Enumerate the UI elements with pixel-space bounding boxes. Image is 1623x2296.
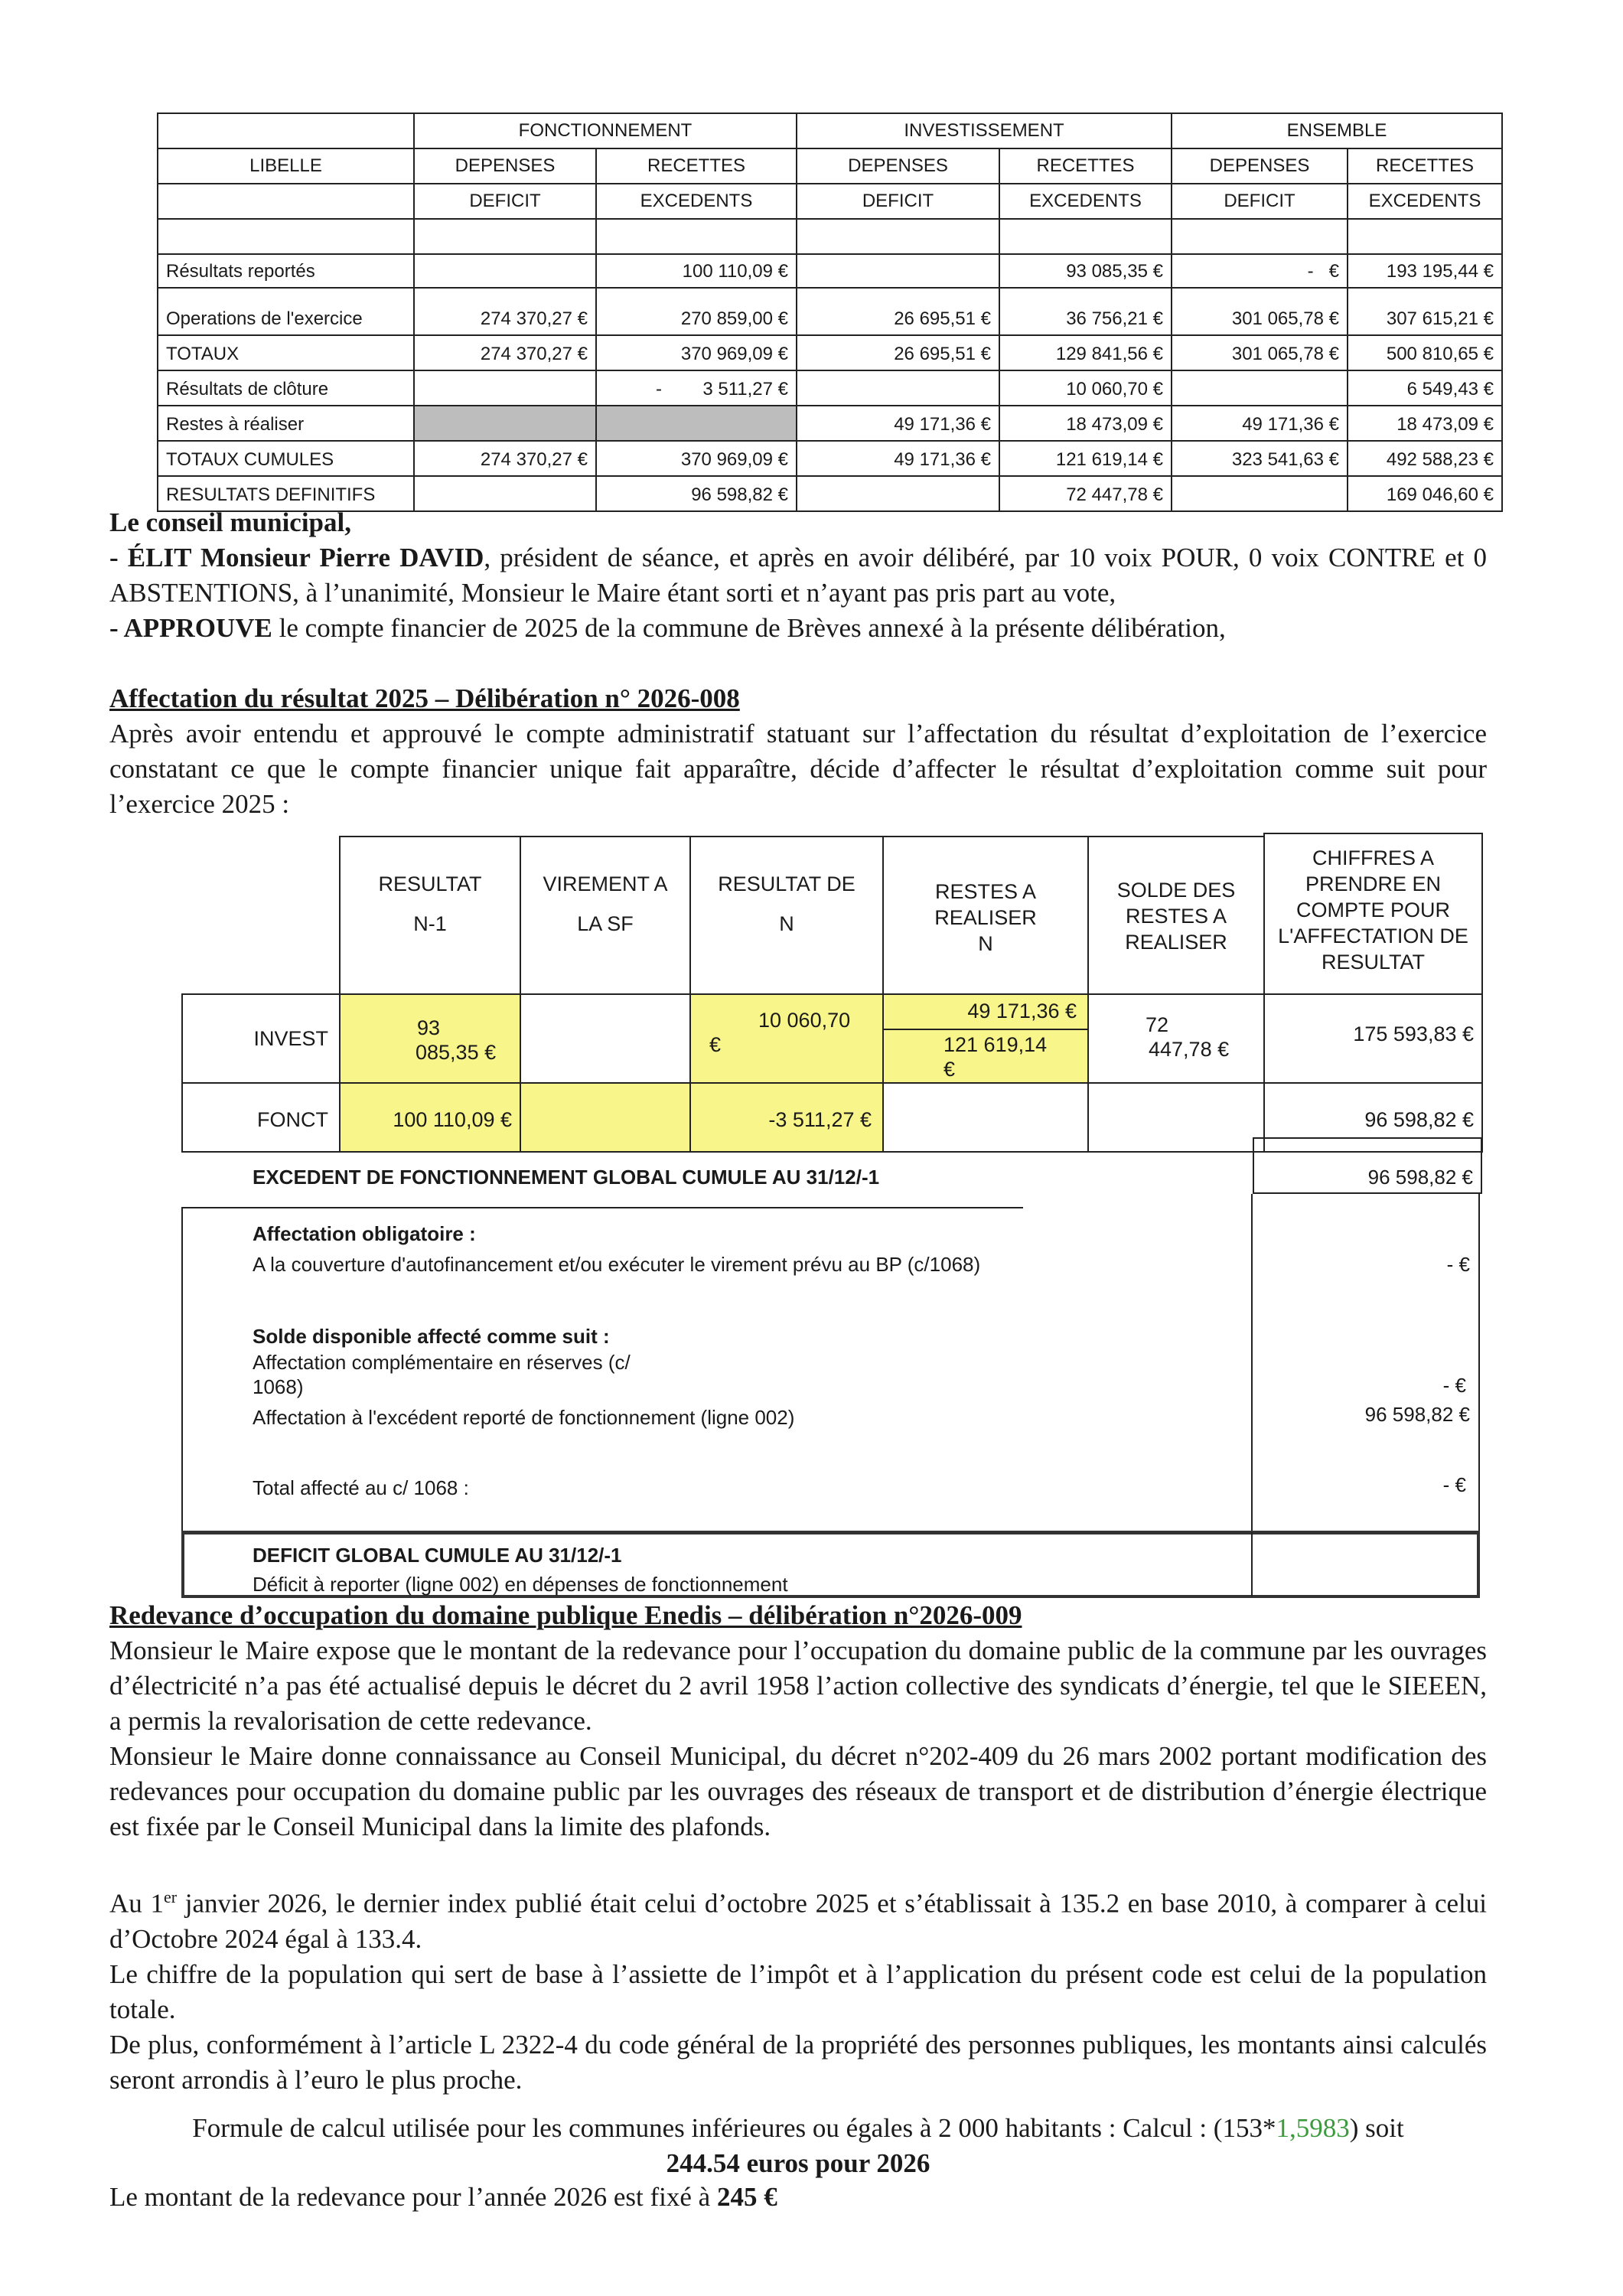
header-restes: RESTES A REALISER N (882, 836, 1089, 995)
elit-paragraph (109, 540, 1487, 611)
header-virement: VIREMENT A LA SF (520, 836, 691, 995)
invest-resultat-n1: 93 085,35 € (339, 993, 521, 1084)
header-deficit: DEFICIT (1172, 184, 1348, 219)
obligatoire-line: A la couverture d'autofinancement et/ou exécuter le virement prévu au BP (c/1068) (253, 1253, 981, 1276)
cell-value: 301 065,78 € (1172, 288, 1348, 335)
redevance-paragraph-1: Monsieur le Maire expose que le montant de la redevance pour l’occupation du domaine public de la commune par les ouvrages d’électricité n’a pas été actualisé depuis le décret du 2 avril 1958 l’action collective des syndicats d’énergie, tel que le SIEEEN, a permis la revalorisation de cette redevance. (109, 1636, 1487, 1736)
cell-value: 10 060,70 € (999, 370, 1172, 406)
approuve-paragraph (109, 611, 1487, 646)
cell-value: 100 110,09 € (596, 254, 797, 288)
formula-result: 244.54 euros pour 2026 (666, 2148, 930, 2178)
row-label: Restes à réaliser (158, 406, 414, 441)
header-chiffres: CHIFFRES A PRENDRE EN COMPTE POUR L'AFFECTATION DE RESULTAT (1263, 833, 1483, 995)
header-excedents: EXCEDENTS (1348, 184, 1502, 219)
cell-value: 18 473,09 € (999, 406, 1172, 441)
header-investissement: INVESTISSEMENT (797, 113, 1172, 148)
row-label: Résultats de clôture (158, 370, 414, 406)
cell-value: 370 969,09 € (596, 335, 797, 370)
cell-value: 26 695,51 € (797, 288, 999, 335)
excedent-value: 96 598,82 € (1367, 1166, 1473, 1189)
cell-value: 169 046,60 € (1348, 476, 1502, 511)
redevance-paragraph-2: Monsieur le Maire donne connaissance au Conseil Municipal, du décret n°202-409 du 26 mars 2002 portant modification des redevances pour occupation du domaine public par les ouvrages des réseaux de transport et de distribution d’énergie électrique est fixée par le Conseil Municipal dans la limite des plafonds. (109, 1741, 1487, 1841)
fonct-solde (1087, 1082, 1265, 1153)
row-label: TOTAUX (158, 335, 414, 370)
cell-value: 72 447,78 € (999, 476, 1172, 511)
formula-block (109, 2111, 1487, 2181)
header-empty (158, 113, 414, 148)
header-ensemble: ENSEMBLE (1172, 113, 1502, 148)
results-table (157, 113, 1503, 512)
table-row (158, 441, 1502, 476)
redevance-heading: Redevance d’occupation du domaine publique Enedis – délibération n°2026-009 (109, 1600, 1022, 1630)
cell-value: 270 859,00 € (596, 288, 797, 335)
header-excedents: EXCEDENTS (999, 184, 1172, 219)
table-row (158, 335, 1502, 370)
blank-cell (1348, 219, 1502, 254)
cell-value: 323 541,63 € (1172, 441, 1348, 476)
row-label-invest: INVEST (181, 993, 341, 1084)
cell-value: 492 588,23 € (1348, 441, 1502, 476)
fonct-restes (882, 1082, 1089, 1153)
header-depenses: DEPENSES (414, 148, 596, 184)
redevance-section (109, 1598, 1487, 2098)
header-excedents: EXCEDENTS (596, 184, 797, 219)
cell-value: 500 810,65 € (1348, 335, 1502, 370)
row-label: RESULTATS DEFINITIFS (158, 476, 414, 511)
fonct-resultat-n1: 100 110,09 € (339, 1082, 521, 1153)
affectation-heading: Affectation du résultat 2025 – Délibération n° 2026-008 (109, 683, 740, 713)
fonct-virement (520, 1082, 691, 1153)
row-label: Résultats reportés (158, 254, 414, 288)
header-deficit: DEFICIT (797, 184, 999, 219)
row-label: Operations de l'exercice (158, 288, 414, 335)
invest-restes-depenses: 49 171,36 € (882, 993, 1089, 1030)
affectation-intro: Après avoir entendu et approuvé le compte administratif statuant sur l’affectation du résultat d’exploitation de l’exercice constatant ce que le compte financier unique fait apparaître, décide d’affecter le résultat d’exploitation comme suit pour l’exercice 2025 : (109, 719, 1487, 819)
redevance-paragraph-5: De plus, conformément à l’article L 2322-4 du code général de la propriété des personnes publiques, les montants ainsi calculés seront arrondis à l’euro le plus proche. (109, 2029, 1487, 2095)
cell-value: 96 598,82 € (596, 476, 797, 511)
frame-line (181, 1207, 1023, 1208)
invest-virement (520, 993, 691, 1084)
complementaire-value: - € (1442, 1374, 1466, 1397)
header-deficit: DEFICIT (414, 184, 596, 219)
solde-title: Solde disponible affecté comme suit : (253, 1325, 610, 1348)
table-row (158, 370, 1502, 406)
fonct-resultat-n: -3 511,27 € (689, 1082, 884, 1153)
cell-value: 26 695,51 € (797, 335, 999, 370)
final-amount: 245 € (716, 2182, 777, 2212)
cell-value: 18 473,09 € (1348, 406, 1502, 441)
deficit-title: DEFICIT GLOBAL CUMULE AU 31/12/-1 (253, 1544, 622, 1567)
cell-value: - € (1172, 254, 1348, 288)
deficit-divider (1251, 1532, 1253, 1596)
header-depenses: DEPENSES (797, 148, 999, 184)
cell-value: 274 370,27 € (414, 335, 596, 370)
table-row (158, 406, 1502, 441)
header-fonctionnement: FONCTIONNEMENT (414, 113, 797, 148)
complementaire-line-2: 1068) (253, 1375, 304, 1398)
elit-text: , président de séance, et après en avoir délibéré, par 10 voix POUR, 0 voix CONTRE et 0 ABSTENTIONS, à l’unanimité, Monsieur le Maire étant sorti et n’ayant pas pris part au vote, (109, 543, 1488, 608)
header-empty (158, 184, 414, 219)
row-label: TOTAUX CUMULES (158, 441, 414, 476)
cell-value (414, 254, 596, 288)
invest-solde: 72 447,78 € (1087, 993, 1265, 1084)
council-title: Le conseil municipal, (109, 507, 351, 537)
cell-value: - 3 511,27 € (596, 370, 797, 406)
header-recettes: RECETTES (596, 148, 797, 184)
cell-value: 129 841,56 € (999, 335, 1172, 370)
header-libelle: LIBELLE (158, 148, 414, 184)
invest-chiffres: 175 593,83 € (1263, 993, 1483, 1084)
formula-coefficient: 1,5983 (1276, 2113, 1350, 2143)
total-line: Total affecté au c/ 1068 : (253, 1476, 469, 1499)
complementaire-line-1: Affectation complémentaire en réserves (c/ (253, 1351, 631, 1374)
final-amount-line: Le montant de la redevance pour l’année 2026 est fixé à 245 € (109, 2182, 777, 2212)
table-row (158, 254, 1502, 288)
cell-value: 274 370,27 € (414, 441, 596, 476)
approuve-text: le compte financier de 2025 de la commune de Brèves annexé à la présente délibération, (272, 613, 1226, 643)
invest-resultat-n: 10 060,70 € (689, 993, 884, 1084)
cell-value (797, 254, 999, 288)
excedent-reporte-line: Affectation à l'excédent reporté de fonctionnement (ligne 002) (253, 1406, 795, 1429)
cell-value: 301 065,78 € (1172, 335, 1348, 370)
greyed-cell (414, 406, 596, 441)
greyed-cell (596, 406, 797, 441)
cell-value: 49 171,36 € (797, 441, 999, 476)
cell-value: 121 619,14 € (999, 441, 1172, 476)
fonct-chiffres: 96 598,82 € (1263, 1082, 1483, 1153)
redevance-paragraph-4: Le chiffre de la population qui sert de base à l’assiette de l’impôt et à l’application du présent code est celui de la population totale. (109, 1958, 1487, 2024)
obligatoire-title: Affectation obligatoire : (253, 1222, 476, 1245)
row-label-fonct: FONCT (181, 1082, 341, 1153)
invest-restes-recettes: 121 619,14 € (882, 1029, 1089, 1084)
cell-value (797, 370, 999, 406)
cell-value: 307 615,21 € (1348, 288, 1502, 335)
approuve-bold: - APPROUVE (109, 613, 272, 643)
table-row (158, 288, 1502, 335)
cell-value (414, 370, 596, 406)
blank-cell (414, 219, 596, 254)
affectation-section (109, 681, 1487, 822)
cell-value (1172, 370, 1348, 406)
obligatoire-value: - € (1446, 1253, 1470, 1276)
excedent-title: EXCEDENT DE FONCTIONNEMENT GLOBAL CUMULE AU 31/12/-1 (253, 1166, 880, 1189)
header-recettes: RECETTES (1348, 148, 1502, 184)
excedent-value-cell (1253, 1137, 1482, 1194)
deficit-line: Déficit à reporter (ligne 002) en dépenses de fonctionnement (253, 1573, 788, 1596)
header-recettes: RECETTES (999, 148, 1172, 184)
cell-value: 93 085,35 € (999, 254, 1172, 288)
council-section (109, 505, 1487, 646)
blank-cell (1172, 219, 1348, 254)
cell-value: 193 195,44 € (1348, 254, 1502, 288)
cell-value: 36 756,21 € (999, 288, 1172, 335)
cell-value: 274 370,27 € (414, 288, 596, 335)
blank-cell (596, 219, 797, 254)
header-resultat-n: RESULTAT DE N (689, 836, 884, 995)
spacer (109, 1844, 1487, 1880)
total-value: - € (1442, 1473, 1466, 1496)
elit-bold: - ÉLIT Monsieur Pierre DAVID (109, 543, 484, 572)
header-solde: SOLDE DES RESTES A REALISER (1087, 836, 1265, 995)
blank-cell (797, 219, 999, 254)
cell-value: 6 549,43 € (1348, 370, 1502, 406)
blank-cell (999, 219, 1172, 254)
cell-value: 49 171,36 € (797, 406, 999, 441)
cell-value: 370 969,09 € (596, 441, 797, 476)
redevance-paragraph-3: Au 1er janvier 2026, le dernier index publié était celui d’octobre 2025 et s’établissait à 135.2 en base 2010, à comparer à celui d’Octobre 2024 égal à 133.4. (109, 1887, 1487, 1954)
header-resultat-n1: RESULTAT N-1 (339, 836, 521, 995)
excedent-reporte-value: 96 598,82 € (1364, 1403, 1470, 1426)
cell-value: 49 171,36 € (1172, 406, 1348, 441)
formula-line: Formule de calcul utilisée pour les communes inférieures ou égales à 2 000 habitants : Calcul : (153*1,5983) soit (192, 2113, 1404, 2143)
header-depenses: DEPENSES (1172, 148, 1348, 184)
blank-cell (158, 219, 414, 254)
